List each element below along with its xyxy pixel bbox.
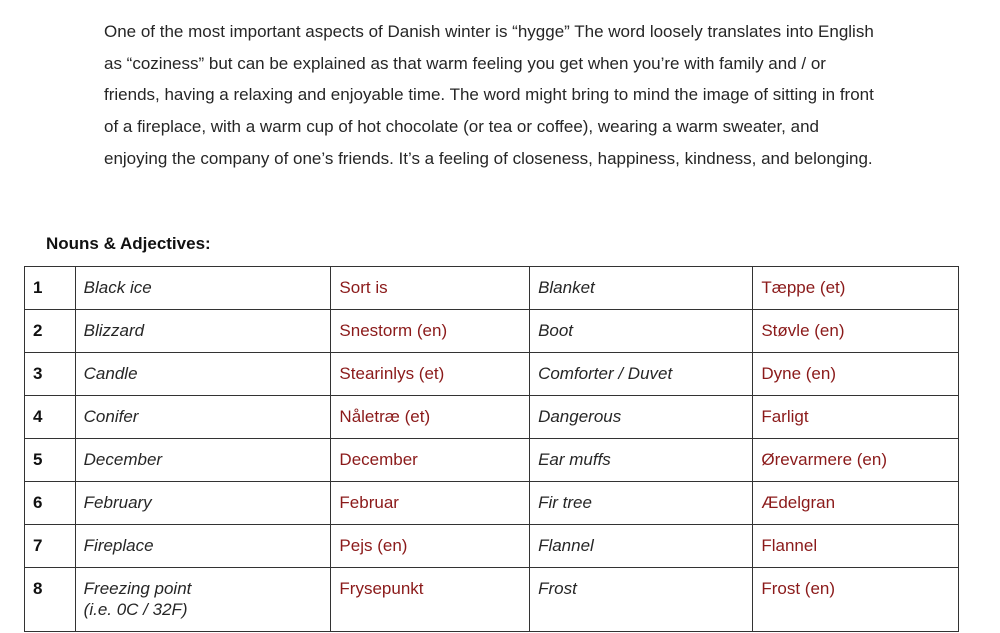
danish-word: Sort is: [331, 267, 530, 310]
danish-word: Ørevarmere (en): [753, 439, 959, 482]
danish-word: Farligt: [753, 396, 959, 439]
vocabulary-table: [24, 266, 959, 632]
danish-word: Støvle (en): [753, 310, 959, 353]
english-word: Black ice: [75, 267, 331, 310]
english-word: Fir tree: [530, 482, 753, 525]
table-row: [25, 439, 959, 482]
row-number: 1: [25, 267, 76, 310]
english-word: Candle: [75, 353, 331, 396]
english-word-main: Freezing point: [83, 579, 192, 598]
danish-word: Flannel: [753, 525, 959, 568]
english-word: Boot: [530, 310, 753, 353]
english-word: Frost: [530, 568, 753, 632]
table-row: [25, 353, 959, 396]
danish-word: Tæppe (et): [753, 267, 959, 310]
row-number: 3: [25, 353, 76, 396]
english-word: Fireplace: [75, 525, 331, 568]
danish-word: Februar: [331, 482, 530, 525]
english-word: [75, 568, 331, 632]
danish-word: Nåletræ (et): [331, 396, 530, 439]
english-word: Conifer: [75, 396, 331, 439]
english-word: Blizzard: [75, 310, 331, 353]
table-row: [25, 310, 959, 353]
row-number: 4: [25, 396, 76, 439]
intro-paragraph: One of the most important aspects of Danish winter is “hygge” The word loosely translates into English as “coziness” but can be explained as that warm feeling you get when you’re with family and / or friends, having a relaxing and enjoyable time. The word might bring to mind the image of sitting in front of a fireplace, with a warm cup of hot chocolate (or tea or coffee), wearing a warm sweater, and enjoying the company of one’s friends. It’s a feeling of closeness, happiness, kindness, and belonging.: [104, 22, 874, 168]
english-word: February: [75, 482, 331, 525]
row-number: 8: [25, 568, 76, 632]
english-word: Blanket: [530, 267, 753, 310]
danish-word: Frost (en): [753, 568, 959, 632]
danish-word: Frysepunkt: [331, 568, 530, 632]
row-number: 7: [25, 525, 76, 568]
row-number: 2: [25, 310, 76, 353]
row-number: 6: [25, 482, 76, 525]
danish-word: Stearinlys (et): [331, 353, 530, 396]
table-row: [25, 568, 959, 632]
section-heading: Nouns & Adjectives:: [46, 234, 211, 253]
english-word: Ear muffs: [530, 439, 753, 482]
english-word: Comforter / Duvet: [530, 353, 753, 396]
row-number: 5: [25, 439, 76, 482]
danish-word: Ædelgran: [753, 482, 959, 525]
table-row: [25, 525, 959, 568]
english-word: Dangerous: [530, 396, 753, 439]
danish-word: December: [331, 439, 530, 482]
table-row: [25, 396, 959, 439]
english-word-note: (i.e. 0C / 32F): [83, 600, 188, 619]
danish-word: Pejs (en): [331, 525, 530, 568]
table-row: [25, 267, 959, 310]
english-word: Flannel: [530, 525, 753, 568]
danish-word: Snestorm (en): [331, 310, 530, 353]
english-word: December: [75, 439, 331, 482]
danish-word: Dyne (en): [753, 353, 959, 396]
table-row: [25, 482, 959, 525]
